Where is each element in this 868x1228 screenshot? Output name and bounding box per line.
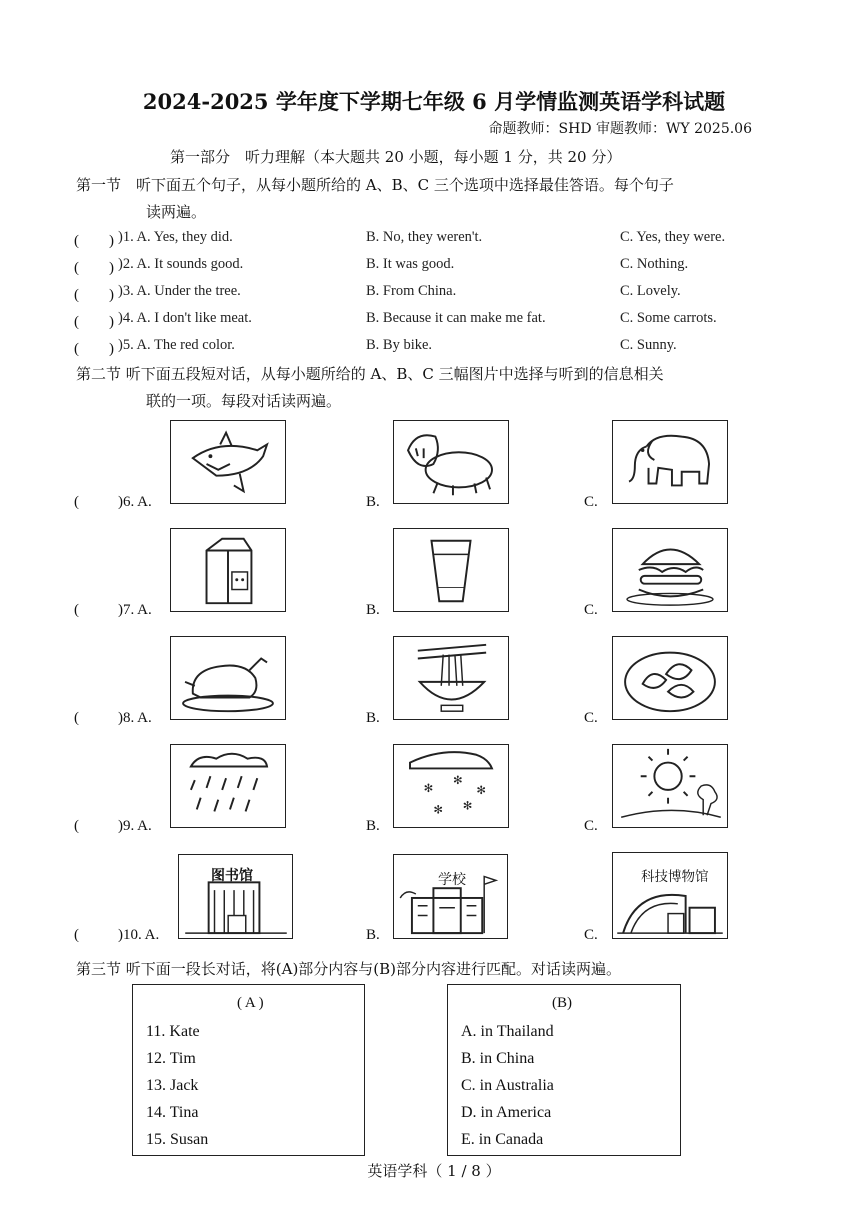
hamburger-picture[interactable]	[612, 528, 728, 612]
q7-c-label: C.	[584, 602, 598, 618]
answer-blank[interactable]: ( )	[74, 287, 114, 303]
list-item: 11. Kate	[146, 1023, 200, 1040]
option-a: )5. A. The red color.	[118, 337, 235, 353]
answer-blank[interactable]: (	[74, 818, 79, 834]
q7-b-label: B.	[366, 602, 380, 618]
option-b: B. From China.	[366, 283, 457, 299]
science-museum-picture[interactable]	[612, 852, 728, 939]
q10-b-label: B.	[366, 927, 380, 943]
teacher-info: 命题教师：SHD 审题教师：WY 2025.06	[488, 121, 752, 137]
answer-blank[interactable]: ( )	[74, 233, 114, 249]
svg-text:✻: ✻	[462, 798, 473, 813]
list-item: B. in China	[461, 1050, 535, 1067]
rainy-weather-picture[interactable]	[170, 744, 286, 828]
option-b: B. No, they weren't.	[366, 229, 483, 245]
option-c: C. Nothing.	[620, 256, 689, 272]
q8-label: )8. A.	[118, 710, 152, 726]
q9-label: )9. A.	[118, 818, 152, 834]
answer-blank[interactable]: ( )	[74, 314, 114, 330]
museum-sign: 科技博物馆	[641, 869, 709, 885]
section1-instruction: 第一节 听下面五个句子，从每小题所给的 A、B、C 三个选项中选择最佳答语。每个句子	[76, 176, 674, 194]
svg-text:✻: ✻	[433, 802, 444, 817]
library-sign: 图书馆	[211, 868, 253, 884]
section2-instruction-cont: 联的一项。每段对话读两遍。	[146, 392, 342, 410]
q6-c-label: C.	[584, 494, 598, 510]
part-title: 第一部分 听力理解（本大题共 20 小题，每小题 1 分，共 20 分）	[170, 148, 622, 166]
option-a: )2. A. It sounds good.	[118, 256, 244, 272]
q10-c-label: C.	[584, 927, 598, 943]
box-a-header: ( A )	[237, 995, 264, 1011]
option-a: )4. A. I don't like meat.	[118, 310, 252, 326]
school-picture[interactable]	[393, 854, 508, 939]
milk-carton-picture[interactable]	[170, 528, 286, 612]
noodles-picture[interactable]	[393, 636, 509, 720]
option-c: C. Some carrots.	[620, 310, 717, 326]
answer-blank[interactable]: (	[74, 927, 79, 943]
option-b: B. By bike.	[366, 337, 433, 353]
page-footer: 英语学科（ 1 / 8 ）	[367, 1162, 501, 1180]
page-title: 2024-2025 学年度下学期七年级 6 月学情监测英语学科试题	[142, 89, 726, 114]
q9-c-label: C.	[584, 818, 598, 834]
q8-b-label: B.	[366, 710, 380, 726]
list-item: E. in Canada	[461, 1131, 544, 1148]
q6-label: )6. A.	[118, 494, 152, 510]
sunny-weather-picture[interactable]	[612, 744, 728, 828]
q7-label: )7. A.	[118, 602, 152, 618]
list-item: A. in Thailand	[461, 1023, 554, 1040]
matching-box-b	[447, 984, 681, 1156]
section3-instruction: 第三节 听下面一段长对话，将(A)部分内容与(B)部分内容进行匹配。对话读两遍。	[76, 960, 622, 978]
list-item: C. in Australia	[461, 1077, 554, 1094]
option-b: B. Because it can make me fat.	[366, 310, 546, 326]
section1-instruction-cont: 读两遍。	[146, 203, 207, 221]
answer-blank[interactable]: ( )	[74, 260, 114, 276]
option-a: )1. A. Yes, they did.	[118, 229, 233, 245]
shark-picture[interactable]	[170, 420, 286, 504]
svg-text:✻: ✻	[476, 782, 487, 797]
option-a: )3. A. Under the tree.	[118, 283, 241, 299]
list-item: 15. Susan	[146, 1131, 209, 1148]
answer-blank[interactable]: ( )	[74, 341, 114, 357]
list-item: 13. Jack	[146, 1077, 199, 1094]
answer-blank[interactable]: (	[74, 602, 79, 618]
snowy-weather-picture[interactable]	[393, 744, 509, 828]
option-c: C. Yes, they were.	[620, 229, 726, 245]
list-item: 12. Tim	[146, 1050, 196, 1067]
svg-text:✻: ✻	[423, 780, 434, 795]
matching-box-a	[132, 984, 365, 1156]
list-item: 14. Tina	[146, 1104, 199, 1121]
answer-blank[interactable]: (	[74, 710, 79, 726]
roast-chicken-picture[interactable]	[170, 636, 286, 720]
q9-b-label: B.	[366, 818, 380, 834]
section2-instruction: 第二节 听下面五段短对话，从每小题所给的 A、B、C 三幅图片中选择与听到的信息相关	[76, 365, 664, 383]
dumplings-picture[interactable]	[612, 636, 728, 720]
q10-label: )10. A.	[118, 927, 160, 943]
option-b: B. It was good.	[366, 256, 455, 272]
list-item: D. in America	[461, 1104, 552, 1121]
answer-blank[interactable]: (	[74, 494, 79, 510]
q8-c-label: C.	[584, 710, 598, 726]
option-c: C. Lovely.	[620, 283, 681, 299]
school-sign: 学校	[438, 872, 466, 888]
svg-text:✻: ✻	[452, 773, 463, 788]
library-picture[interactable]	[178, 854, 293, 939]
hippo-picture[interactable]	[393, 420, 509, 504]
glass-of-water-picture[interactable]	[393, 528, 509, 612]
q6-b-label: B.	[366, 494, 380, 510]
option-c: C. Sunny.	[620, 337, 677, 353]
box-b-header: (B)	[552, 995, 572, 1011]
elephant-picture[interactable]	[612, 420, 728, 504]
